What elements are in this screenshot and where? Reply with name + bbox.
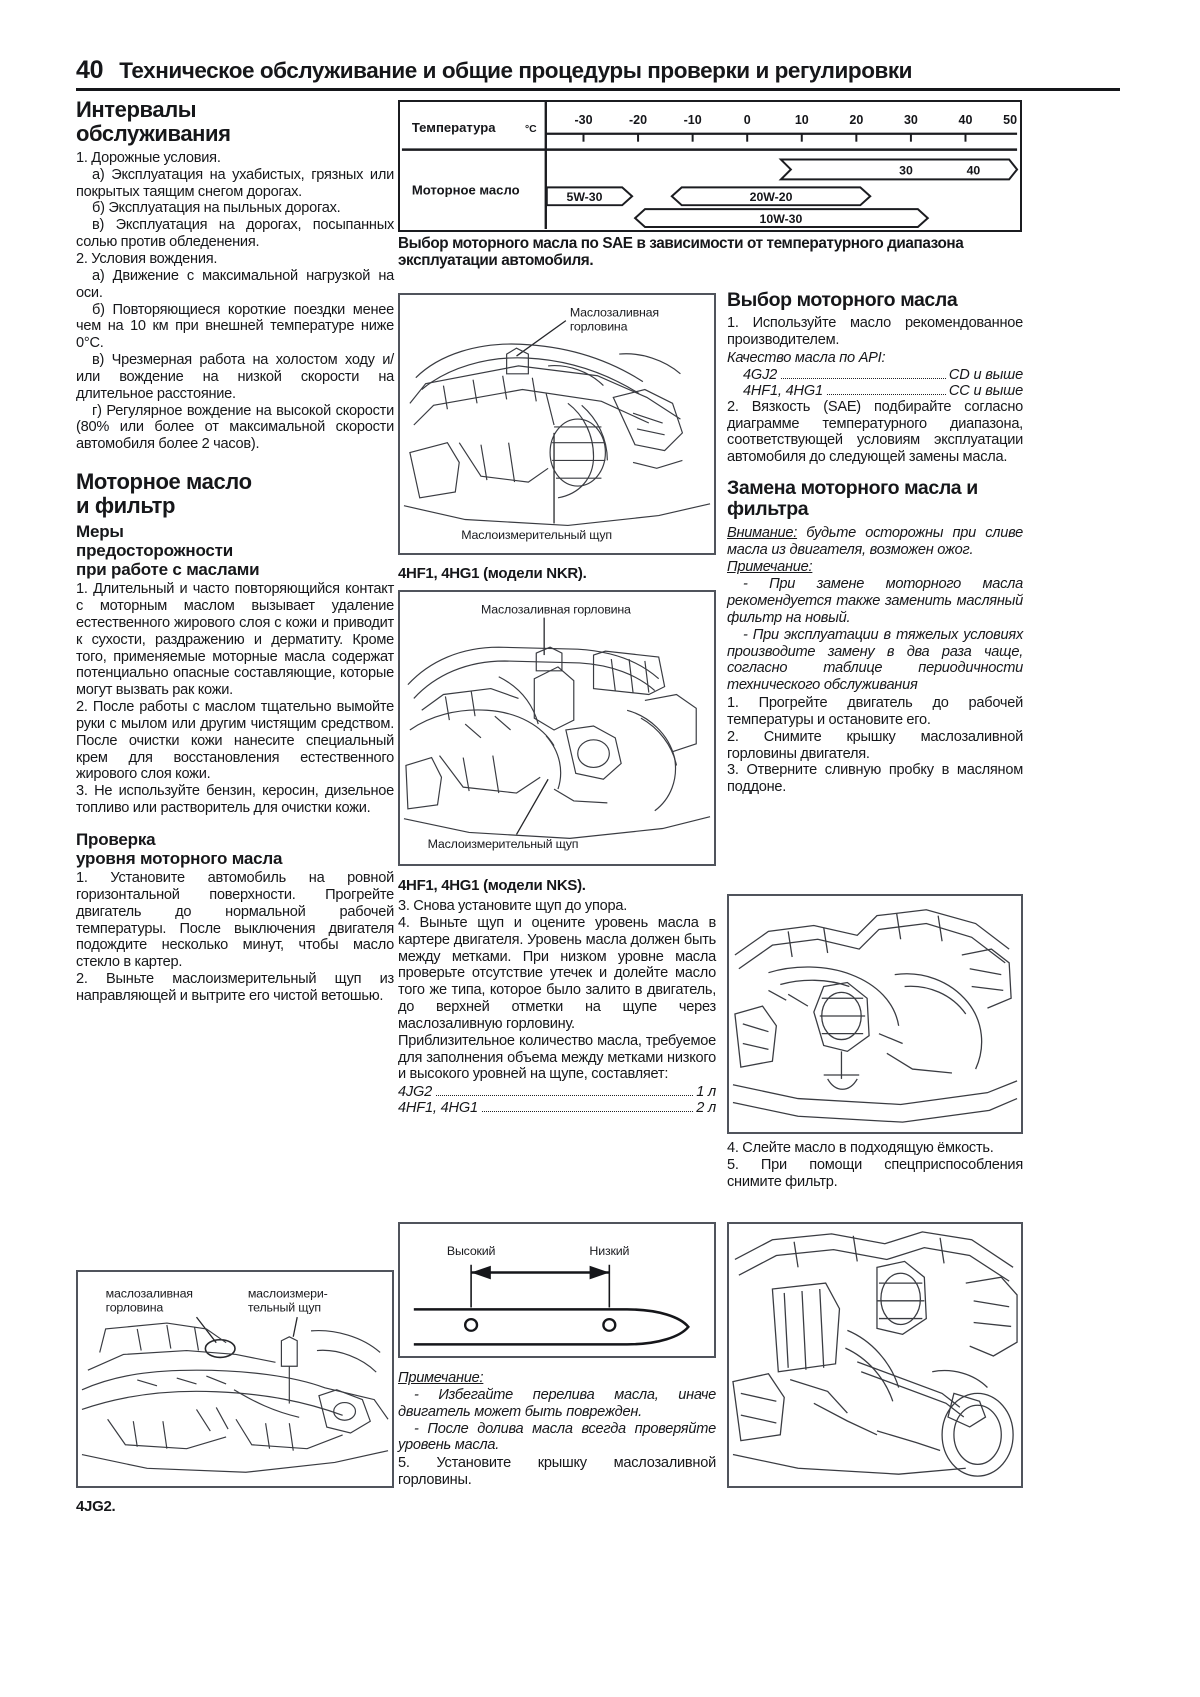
- capacity-value: 2 л: [696, 1100, 716, 1117]
- svg-text:50: 50: [1003, 112, 1018, 127]
- api-model: 4GJ2: [743, 366, 778, 383]
- api-quality-title: Качество масла по API:: [727, 349, 886, 366]
- interval-item: 2. Условия вождения.: [76, 251, 218, 267]
- svg-text:10W-30: 10W-30: [759, 212, 803, 227]
- mid-note: - Избегайте перелива масла, иначе двигатель может быть поврежден.: [398, 1386, 716, 1420]
- right-note-title: Примечание:: [727, 559, 813, 576]
- svg-text:10: 10: [794, 112, 809, 127]
- check-step: 2. Выньте маслоизмерительный щуп из направляющей и вытрите его чистой ветошью.: [76, 971, 394, 1004]
- chart-frame: [398, 100, 1022, 232]
- heading-oil-choice: Выбор моторного масла: [727, 289, 958, 311]
- header-divider: [76, 88, 1120, 91]
- warning-text: будьте осторожны при сливе масла из двигателя, возможен ожог.: [727, 524, 1023, 558]
- figure-filter-removal: [727, 1222, 1023, 1488]
- figure-caption-nkr: 4HF1, 4HG1 (модели NKR).: [398, 565, 587, 582]
- dot-leader: [827, 384, 946, 395]
- heading-engine-oil-filter: Моторное масло и фильтр: [76, 469, 252, 519]
- chart-ticks: [574, 113, 1017, 142]
- svg-text:Маслоизмерительный щуп: Маслоизмерительный щуп: [461, 528, 612, 543]
- interval-item: 1. Дорожные условия.: [76, 149, 221, 166]
- mid-step: Приблизительное количество масла, требуемое для заполнения объема между метками низкого и высокого уровней на щупе, составляет:: [398, 1032, 716, 1083]
- page-title: Техническое обслуживание и общие процедуры проверки и регулировки: [119, 58, 913, 83]
- oil-temperature-chart: [398, 100, 1022, 270]
- chart-caption: Выбор моторного масла по SAE в зависимости от температурного диапазона эксплуатации автомобиля.: [398, 235, 964, 269]
- dot-leader: [436, 1086, 693, 1097]
- interval-item: г) Регулярное вождение на высокой скорости (80% или более от максимальной скорости автомобиля более 2 часов).: [76, 402, 394, 453]
- interval-item: б) Эксплуатация на пыльных дорогах.: [92, 200, 341, 217]
- precaution-item: 1. Длительный и часто повторяющийся контакт с моторным маслом вызывает удаление естественного жирового слоя с кожи и приводит к сухости, раздражению и дерматиту. Кроме того, применяемые моторные масла содержат потенциально опасные составляющие, которые могут вызвать рак кожи.: [76, 581, 394, 699]
- change-step: 3. Отверните сливную пробку в масляном поддоне.: [727, 762, 1023, 796]
- change-step: 5. При помощи спецприспособления снимите фильтр.: [727, 1156, 1023, 1190]
- figure-caption-nks: 4HF1, 4HG1 (модели NKS).: [398, 877, 586, 894]
- right-note: - При замене моторного масла рекомендуется также заменить масляный фильтр на новый.: [727, 576, 1023, 626]
- chart-row-label-oil: Моторное масло: [411, 182, 520, 198]
- svg-text:-10: -10: [683, 112, 702, 127]
- svg-text:-30: -30: [574, 112, 593, 127]
- change-step: 2. Снимите крышку маслозаливной горловины двигателя.: [727, 728, 1023, 762]
- interval-item: в) Эксплуатация на дорогах, посыпанных солью против обледенения.: [76, 217, 394, 251]
- capacity-row-4hf1: [398, 1100, 716, 1116]
- svg-text:маслозаливная: маслозаливная: [105, 1286, 193, 1301]
- dot-leader: [781, 368, 946, 379]
- page-header: [76, 56, 1120, 91]
- mid-step: 3. Снова установите щуп до упора.: [398, 898, 628, 914]
- mid-column-text: [398, 898, 716, 1116]
- change-step: 1. Прогрейте двигатель до рабочей температуры и остановите его.: [727, 695, 1023, 728]
- interval-item: в) Чрезмерная работа на холостом ходу и/или вождение на низкой скорости на длительное расстояние.: [76, 352, 394, 402]
- dot-leader: [482, 1102, 693, 1113]
- figure-engine-nkr: [398, 293, 716, 555]
- chart-unit-celsius: °C: [524, 123, 537, 135]
- figure-caption-4jg2: 4JG2.: [76, 1498, 116, 1515]
- chart-bar-5w30: [547, 187, 632, 205]
- svg-text:горловина: горловина: [569, 319, 628, 334]
- precaution-item: 3. Не используйте бензин, керосин, дизельное топливо или растворитель для очистки кожи.: [76, 783, 394, 817]
- mid-note-title: Примечание:: [398, 1370, 484, 1386]
- api-row-4gj2: [727, 367, 1023, 383]
- capacity-value: 1 л: [696, 1084, 716, 1101]
- capacity-model: 4HF1, 4HG1: [398, 1100, 478, 1117]
- chart-bar-20w20: [672, 187, 870, 205]
- chart-bar-10w30: [635, 209, 928, 227]
- mid-step: 4. Выньте щуп и оцените уровень масла в картере двигателя. Уровень масла должен быть между метками. При низком уровне масла проверьте отсутствие утечек и долейте масло того же типа, которое было залито в двигатель, до верхней отметки на щупе через маслозаливную горловину.: [398, 914, 716, 1032]
- chart-svg: [400, 102, 1019, 229]
- heading-service-intervals: Интервалы обслуживания: [76, 97, 231, 146]
- figure-engine-nks: [398, 590, 716, 866]
- svg-text:0: 0: [743, 112, 751, 127]
- mid-note: - После долива масла всегда проверяйте уровень масла.: [398, 1420, 716, 1454]
- svg-text:30: 30: [899, 163, 913, 178]
- page-number: 40: [76, 56, 104, 84]
- mid-final-step: 5. Установите крышку маслозаливной горловины.: [398, 1455, 716, 1489]
- svg-text:20W-20: 20W-20: [749, 190, 793, 205]
- capacity-model: 4JG2: [398, 1084, 433, 1101]
- interval-item: б) Повторяющиеся короткие поездки менее чем на 10 км при внешней температуре ниже 0°С.: [76, 301, 394, 352]
- interval-item: а) Эксплуатация на ухабистых, грязных или покрытых таящим снегом дорогах.: [76, 166, 394, 200]
- warning-label: Внимание:: [727, 524, 798, 541]
- subheading-oil-precautions: Меры предосторожности при работе с маслами: [76, 522, 260, 580]
- svg-text:Маслозаливная горловина: Маслозаливная горловина: [480, 602, 631, 617]
- chart-bar-30: [781, 160, 1017, 180]
- check-step: 1. Установите автомобиль на ровной горизонтальной поверхности. Прогрейте двигатель до нормальной рабочей температуры. После выключения двигателя подождите несколько минут, чтобы масло стекло в картер.: [76, 870, 394, 971]
- api-model: 4HF1, 4HG1: [743, 382, 823, 399]
- warning-paragraph: [727, 525, 1023, 559]
- api-value: CC и выше: [948, 382, 1023, 399]
- svg-text:Маслозаливная: Маслозаливная: [569, 305, 659, 320]
- figure-drain-plug: [727, 894, 1023, 1134]
- svg-text:тельный щуп: тельный щуп: [247, 1300, 321, 1315]
- right-note: - При эксплуатации в тяжелых условиях производите замену в два раза чаще, согласно таблице периодичности технического обслуживания: [727, 626, 1023, 694]
- svg-text:горловина: горловина: [105, 1300, 164, 1315]
- right-column-lower-text: [727, 1140, 1023, 1191]
- left-column: [76, 98, 394, 1005]
- choice-intro: 1. Используйте масло рекомендованное производителем.: [727, 315, 1023, 349]
- dipstick-label-high: Высокий: [446, 1244, 496, 1259]
- svg-text:30: 30: [903, 112, 918, 127]
- interval-item: а) Движение с максимальной нагрузкой на оси.: [76, 267, 394, 301]
- dipstick-label-low: Низкий: [589, 1244, 630, 1259]
- heading-oil-change: Замена моторного масла и фильтра: [727, 477, 978, 521]
- chart-bar-30-end-label: 40: [966, 163, 981, 178]
- change-step: 4. Слейте масло в подходящую ёмкость.: [727, 1140, 994, 1156]
- precaution-item: 2. После работы с маслом тщательно вымойте руки с мылом или другим чистящим средством. После очистки кожи нанесите специальный крем для восстановления естественного жирового слоя кожи.: [76, 699, 394, 783]
- svg-text:маслоизмери-: маслоизмери-: [247, 1286, 328, 1301]
- svg-text:5W-30: 5W-30: [566, 190, 603, 205]
- subheading-oil-level-check: Проверка уровня моторного масла: [76, 829, 283, 868]
- svg-text:40: 40: [958, 112, 973, 127]
- svg-text:Маслоизмерительный щуп: Маслоизмерительный щуп: [427, 837, 579, 852]
- capacity-row-4jg2: [398, 1084, 716, 1100]
- mid-column-notes: [398, 1370, 716, 1489]
- api-row-4hf1: [727, 383, 1023, 399]
- svg-text:-20: -20: [629, 112, 648, 127]
- api-value: CD и выше: [948, 366, 1023, 383]
- viscosity-text: 2. Вязкость (SAE) подбирайте согласно диаграмме температурного диапазона, соответствующей условиям эксплуатации автомобиля до следующей замены масла.: [727, 398, 1023, 466]
- figure-engine-4jg2: [76, 1270, 394, 1488]
- figure-dipstick-marks: [398, 1222, 716, 1358]
- svg-text:20: 20: [849, 112, 864, 127]
- right-column: [727, 290, 1023, 796]
- chart-row-label-temperature: Температура: [411, 119, 496, 135]
